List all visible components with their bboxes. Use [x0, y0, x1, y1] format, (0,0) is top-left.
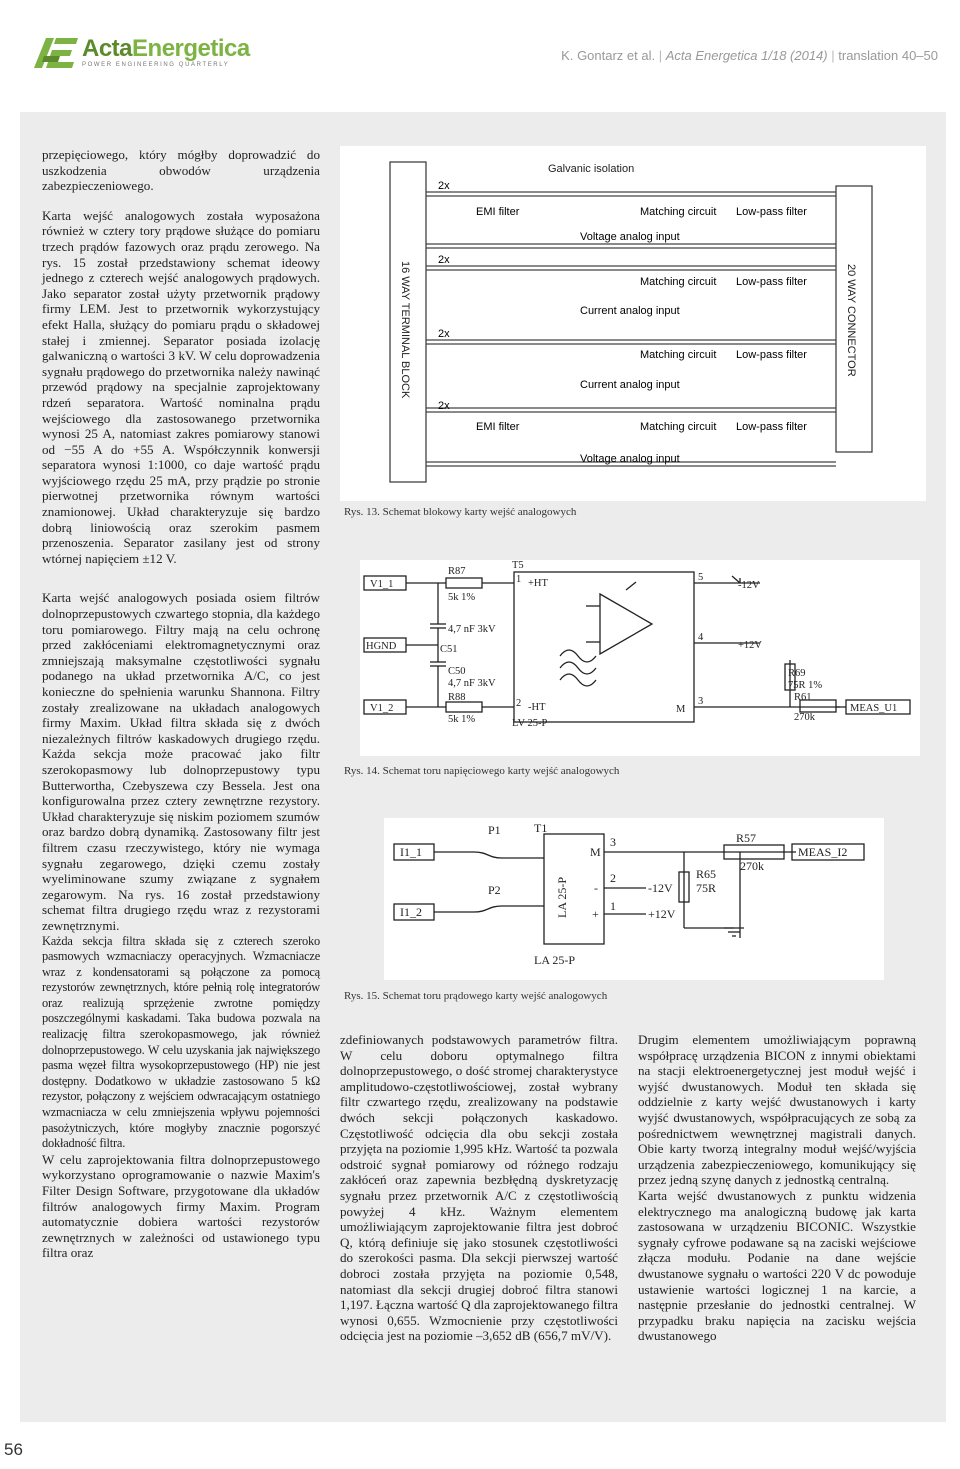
page-header	[0, 0, 960, 100]
figure-14-caption: Rys. 14. Schemat toru napięciowego karty wejść analogowych	[344, 765, 620, 777]
current-input-label: Current analog input	[580, 305, 680, 317]
pin-1: 1	[610, 899, 616, 913]
left-column	[42, 147, 320, 1261]
r69-label: R69	[788, 668, 806, 679]
p1-label: P1	[488, 823, 501, 837]
la25p-bottom-label: LA 25-P	[534, 953, 576, 967]
matching-circuit-label: Matching circuit	[640, 276, 717, 288]
minus-pin-label: -	[594, 881, 598, 895]
matching-circuit-label: Matching circuit	[640, 206, 717, 218]
neg12-label: -12V	[648, 881, 673, 895]
logo-prefix: Acta	[82, 35, 133, 62]
paragraph: przepięciowego, który mógłby doprowadzić do uszkodzenia obwodów urządzenia zabezpieczeniowego.	[42, 147, 320, 194]
neg12-label: -12V	[738, 580, 760, 591]
la25p-label: LA 25-P	[555, 876, 569, 918]
citation-journal: Acta Energetica 1/18 (2014)	[665, 48, 828, 63]
logo-subtitle: POWER ENGINEERING QUARTERLY	[82, 62, 230, 68]
multiplier-label: 2x	[438, 328, 450, 340]
c50-label: C50	[448, 666, 466, 677]
matching-circuit-label: Matching circuit	[640, 421, 717, 433]
multiplier-label: 2x	[438, 180, 450, 192]
pin-3: 3	[698, 696, 704, 707]
p2-label: P2	[488, 883, 501, 897]
galvanic-isolation-label: Galvanic isolation	[548, 163, 635, 175]
page-number: 56	[4, 1440, 23, 1459]
r88-label: R88	[448, 692, 466, 703]
paragraph: Karta wejść analogowych została wyposażona również w cztery tory prądowe służące do pomiaru trzech prądów fazowych oraz prądu zerowego. Na rys. 15 został przedstawiony schemat ideowy jednego z czterech wejść analogowych prądowych. Jako separator został użyty przetwornik prądowy firmy LEM. Jest to przetwornik wykorzystujący efekt Halla, służący do pomiaru prądu o składowej stałej i zmiennej. Separator posiada izolację galwaniczną o wartości 3 kV. W celu doprowadzenia sygnału prądowego do przetwornika należy nawinąć przewód prądowy na specjalnie zaprojektowany rdzeń separatora. Wartość nominalna prądu wejściowego dla zastosowanego przetwornika wynosi 25 A, natomiast zakres pomiarowy stanowi od −55 A do +55 A. Współczynnik konwersji separatora wynosi 1:1000, co daje wartość prądu wyjściowego rzędu 25 mA, przy prądzie po stronie pierwotnej przetwornika równym wartości znamionowej. Układ charakteryzuje się bardzo dobrą liniowością oraz szerokim pasmem przenoszenia. Separator zasilany jest od strony wtórnej napięciem ±12 V.	[42, 207, 320, 566]
meas-u1-label: MEAS_U1	[850, 703, 898, 714]
m-label: M	[676, 704, 686, 715]
r87-label: R87	[448, 566, 466, 577]
terminal-block-label: 16 WAY TERMINAL BLOCK	[399, 261, 411, 399]
multiplier-label: 2x	[438, 254, 450, 266]
voltage-input-label: Voltage analog input	[580, 453, 680, 465]
figure-13-block-diagram	[340, 146, 926, 501]
figure-14-voltage-schematic	[360, 560, 920, 756]
footer-bar	[38, 1422, 960, 1469]
low-pass-filter-label: Low-pass filter	[736, 206, 807, 218]
c51-value: 4,7 nF 3kV	[448, 624, 496, 635]
meas-i2-label: MEAS_I2	[798, 845, 848, 859]
pin-4: 4	[698, 632, 704, 643]
matching-circuit-label: Matching circuit	[640, 349, 717, 361]
paragraph: W celu zaprojektowania filtra dolnoprzepustowego wykorzystano oprogramowanie o nazwie Maxim's Filter Design Software, przygotowane dla układów filtrów analogowych firmy Maxim. Program automatycznie dobiera wartości rezystorów zewnętrznych w zależności od ustawionego typu filtra oraz	[42, 1151, 320, 1261]
ht-plus-label: +HT	[528, 578, 548, 589]
r57-label: R57	[736, 831, 757, 845]
pin-1: 1	[516, 574, 522, 585]
r61-value: 270k	[794, 712, 815, 723]
lv25p-label: LV 25-P	[512, 718, 548, 729]
c51-label: C51	[440, 644, 458, 655]
figure-15-caption: Rys. 15. Schemat toru prądowego karty wejść analogowych	[344, 990, 608, 1002]
r69-value: 75R 1%	[788, 680, 823, 691]
r87-value: 5k 1%	[448, 592, 476, 603]
current-input-label: Current analog input	[580, 379, 680, 391]
plus-pin-label: +	[592, 907, 599, 921]
emi-filter-label: EMI filter	[476, 421, 520, 433]
paragraph: Drugim elementem umożliwiającym poprawną współpracę urządzenia BICON z innymi obiektami na stacji elektroenergetycznej jest moduł wejść i wyjść dwustanowych. Moduł ten składa się oddzielnie z karty wejść dwustanowych i karty wyjść dwustanowych, współpracujących ze sobą za pośrednictwem wewnętrznej magistrali danych. Obie karty tworzą integralny moduł wejść/wyjścia urządzenia zabezpieczeniowego, komunikujący się przez jedną szynę danych z jednostką centralną.	[638, 1032, 916, 1188]
paragraph: zdefiniowanych podstawowych parametrów filtra. W celu doboru optymalnego filtra dolnoprzepustowego, o dość stromej charakterystyce amplitudowo-częstotliwościowej, został wybrany filtr czwartego rzędu, zrealizowany na podstawie dwóch sekcji połączonych kaskadowo. Częstotliwość odcięcia dla obu sekcji została przyjęta na poziomie 1,995 kHz. Wartość ta pozwala odstroić sygnał pomiarowy od różnego rodzaju zakłóceń oraz zapewnia bezbłędną dyskretyzację sygnału przez przetwornik A/C z częstotliwością powyżej 4 kHz. Ważnym elementem umożliwiającym zaprojektowanie filtra jest dobroć Q, którą definiuje się jako stosunek częstotliwości do szerokości pasma. Dla sekcji pierwszej wartość dobroci została przyjęta na poziomie 0,548, natomiast dla sekcji drugiej dobroć filtra stanowi 1,197. Łączna wartość Q dla zaprojektowanego filtra wynosi 0,655. Wzmocnienie przy częstotliwości odcięcia jest na poziomie –3,652 dB (656,7 mV/V).	[340, 1032, 618, 1344]
low-pass-filter-label: Low-pass filter	[736, 421, 807, 433]
terminal-i1-1: I1_1	[400, 845, 422, 859]
pos12-label: +12V	[648, 907, 676, 921]
t5-label: T5	[512, 560, 524, 571]
figure-15-current-schematic	[384, 818, 884, 980]
pin-2: 2	[516, 698, 522, 709]
multiplier-label: 2x	[438, 400, 450, 412]
terminal-i1-2: I1_2	[400, 905, 422, 919]
r61-label: R61	[794, 692, 812, 703]
ht-minus-label: -HT	[528, 702, 546, 713]
citation-authors: K. Gontarz et al.	[561, 48, 656, 63]
low-pass-filter-label: Low-pass filter	[736, 276, 807, 288]
pin-2: 2	[610, 871, 616, 885]
journal-logo-text	[82, 35, 250, 63]
paragraph: Każda sekcja filtra składa się z czterech szeroko pasmowych wzmacniaczy operacyjnych. Wzmacniacze wraz z kondensatorami są połączone za pomocą rezystorów zewnętrznych, które pełnią rolę integratorów oraz realizują sprzężenie zwrotne pomiędzy poszczególnymi kaskadami. Taka budowa pozwala na realizację filtra szerokopasmowego, jak również dolnoprzepustowego. W celu uzyskania jak największego pasma węzeł filtra wysokoprzepustowego (HP) nie jest dostępny. Dodatkowo w układzie zastosowano 5 kΩ rezystor, połączony z wejściem odwracającym ostatniego wzmacniacza w celu zmniejszenia wpływu pojemności pasożytniczych, które mogłyby znacznie pogorszyć dokładność filtra.	[42, 933, 320, 1151]
page-number-box	[0, 1422, 38, 1469]
t1-label: T1	[534, 821, 548, 835]
m-pin-label: M	[590, 845, 601, 859]
logo-suffix: Energetica	[132, 35, 250, 62]
pos12-label: +12V	[738, 640, 763, 651]
r88-value: 5k 1%	[448, 714, 476, 725]
paragraph: Karta wejść analogowych posiada osiem filtrów dolnoprzepustowych czwartego stopnia, dla każdego toru pomiarowego. Filtry mają na celu ochronę przed zakłóceniami elektromagnetycznymi oraz zmniejszają maksymalne częstotliwości sygnału podanego na układ przetwornika A/C, co jest konieczne do spełnienia warunku Shannona. Filtry zostały zrealizowane na układach analogowych firmy Maxim. Układ filtra składa się z dwóch niezależnych filtrów kaskadowych drugiego rzędu. Każda sekcja może pracować jako filtr szerokopasmowy lub dolnoprzepustowy typu Butterwortha, Czebyszewa czy Bessela. Jest ona konfigurowalna przez cztery zewnętrzne rezystory. Układ charakteryzuje się niskim poziomem szumów oraz bardzo dobrą dynamiką. Zastosowany filtr jest filtrem czasu rzeczywistego, który nie wymaga sygnału zegarowego, dzięki czemu zostały wyeliminowane szumy związane z sygnałem zegarowym. Na rys. 16 został przedstawiony schemat filtra drugiego rzędu wraz z rezystorami zewnętrznymi.	[42, 590, 320, 933]
acta-energetica-logo-icon	[30, 36, 80, 70]
terminal-v1-2: V1_2	[370, 703, 394, 714]
pin-3: 3	[610, 835, 616, 849]
right-column	[638, 1032, 916, 1344]
citation: K. Gontarz et al. | Acta Energetica 1/18 (2014) | translation 40–50	[561, 48, 938, 63]
citation-pages: translation 40–50	[838, 48, 938, 63]
figure-13-caption: Rys. 13. Schemat blokowy karty wejść analogowych	[344, 506, 577, 518]
r57-value: 270k	[740, 859, 764, 873]
low-pass-filter-label: Low-pass filter	[736, 349, 807, 361]
voltage-input-label: Voltage analog input	[580, 231, 680, 243]
r65-label: R65	[696, 867, 717, 881]
r65-value: 75R	[696, 881, 717, 895]
terminal-hgnd: HGND	[366, 641, 397, 652]
pin-5: 5	[698, 572, 704, 583]
emi-filter-label: EMI filter	[476, 206, 520, 218]
connector-label: 20 WAY CONNECTOR	[845, 264, 857, 377]
c50-value: 4,7 nF 3kV	[448, 678, 496, 689]
paragraph: Karta wejść dwustanowych z punktu widzenia elektrycznego ma analogiczną budowę jak karta zastosowana w urządzeniu BICONIC. Wszystkie sygnały cyfrowe podawane są na zaciski wejściowe złącza modułu. Podanie na dane wejście dwustanowe sygnału o wartości 220 V dc powoduje ustawienie wartości logicznej 1 na karcie, a następnie przesłanie do jednostki centralnej. W przypadku braku napięcia na zacisku wejścia dwustanowego	[638, 1187, 916, 1344]
middle-column	[340, 1032, 618, 1344]
terminal-v1-1: V1_1	[370, 579, 394, 590]
